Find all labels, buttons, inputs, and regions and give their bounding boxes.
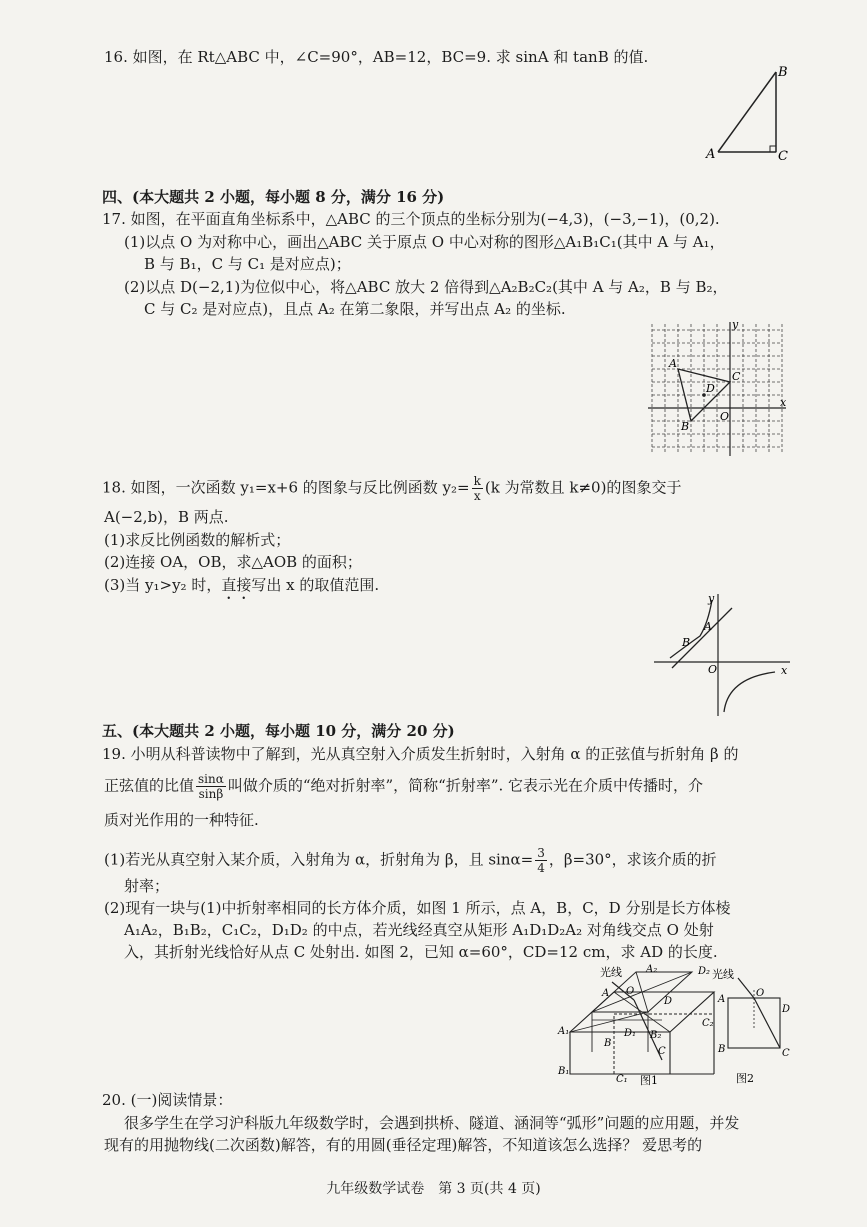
q16-triangle-figure xyxy=(700,60,800,165)
fig1-label-b: B xyxy=(604,1038,612,1049)
fig2-label-c: C xyxy=(782,1048,790,1059)
q18-label-b: B xyxy=(682,636,691,649)
fig1-light-label: 光线 xyxy=(600,966,622,979)
q17-grid-figure xyxy=(646,320,792,458)
q17-label-c: C xyxy=(732,370,741,383)
q18-line1-pre: 18. 如图，一次函数 y₁=x+6 的图象与反比例函数 y₂= xyxy=(102,478,470,497)
fig1-label-a1: A₁ xyxy=(558,1026,570,1037)
q17-p1-line2: B 与 B₁，C 与 C₁ 是对应点)； xyxy=(144,255,351,273)
q18-p3 xyxy=(104,575,379,603)
q17-p2-line1: (2)以点 D(−2,1)为位似中心，将△ABC 放大 2 倍得到△A₂B₂C₂(其中 A 与 A₂，B 与 B₂， xyxy=(124,278,728,296)
q19-figure1 xyxy=(552,962,732,1088)
q18-line2: A(−2,b)，B 两点. xyxy=(104,508,229,526)
q18-p2: (2)连接 OA，OB，求△AOB 的面积； xyxy=(104,553,362,571)
q16-label-b: B xyxy=(778,65,788,80)
q19-p2-line1: (2)现有一块与(1)中折射率相同的长方体介质，如图 1 所示，点 A，B，C，D 分别是长方体棱 xyxy=(104,899,731,917)
fig1-label-o: O xyxy=(626,986,635,997)
q19-fraction xyxy=(196,772,226,801)
q19-p2-line3: 入，其折射光线恰好从点 C 处射出. 如图 2，已知 α=60°，CD=12 cm，求 AD 的长度. xyxy=(124,943,718,961)
q19-p1-den: 4 xyxy=(537,861,545,875)
q19-figure2 xyxy=(710,968,800,1088)
fig1-label-b2: B₂ xyxy=(650,1030,662,1041)
q19-line2-pre: 正弦值的比值 xyxy=(104,776,195,795)
fig1-label-a2: A₂ xyxy=(646,964,658,975)
fig1-label-d1: D₁ xyxy=(624,1028,637,1039)
q18-label-y: y xyxy=(708,592,715,605)
fig2-label-o: O xyxy=(756,988,765,999)
fig2-label-d: D xyxy=(782,1004,791,1015)
fig2-label-b: B xyxy=(718,1044,726,1055)
fig2-label-a: A xyxy=(718,994,726,1005)
fig1-label-c1: C₁ xyxy=(616,1074,628,1085)
q18-label-o: O xyxy=(708,663,718,676)
q18-line1 xyxy=(102,474,681,503)
q18-frac-den: x xyxy=(473,489,481,503)
q18-line1-post: (k 为常数且 k≠0)的图象交于 xyxy=(484,478,682,497)
fig1-label-d: D xyxy=(664,996,673,1007)
q17-p2-line2: C 与 C₂ 是对应点)，且点 A₂ 在第二象限，并写出点 A₂ 的坐标. xyxy=(144,300,566,318)
q17-label-x: x xyxy=(780,396,787,409)
q19-p1-num: 3 xyxy=(537,846,545,860)
q20-line2: 很多学生在学习沪科版九年级数学时，会遇到拱桥、隧道、涵洞等“弧形”问题的应用题，并发 xyxy=(124,1114,740,1132)
fig2-light-label: 光线 xyxy=(712,968,734,981)
q20-line3: 现有的用抛物线(二次函数)解答，有的用圆(垂径定理)解答，不知道该怎么选择？ 爱思考的 xyxy=(104,1136,703,1154)
q16-label-a: A xyxy=(706,147,716,162)
q18-p3-pre: (3)当 y₁>y₂ 时， xyxy=(104,576,222,594)
q17-label-d: D xyxy=(706,382,715,395)
q17-line1: 17. 如图，在平面直角坐标系中，△ABC 的三个顶点的坐标分别为(−4,3)，(−3,−1)，(0,2). xyxy=(102,210,720,228)
fig1-label-c2: C₂ xyxy=(702,1018,714,1029)
q18-graph-figure xyxy=(650,588,795,720)
q19-p1-line2: 射率； xyxy=(124,877,170,895)
page-footer: 九年级数学试卷 第 3 页(共 4 页) xyxy=(326,1181,541,1197)
q19-line2-post: 叫做介质的“绝对折射率”，简称“折射率”. 它表示光在介质中传播时，介 xyxy=(227,776,704,795)
q19-p1-pre: (1)若光从真空射入某介质，入射角为 α，折射角为 β，且 sinα= xyxy=(104,850,534,869)
q18-fraction xyxy=(472,474,483,503)
fig2-caption: 图2 xyxy=(736,1072,754,1085)
q17-p1-line1: (1)以点 O 为对称中心，画出△ABC 关于原点 O 中心对称的图形△A₁B₁C₁(其中 A 与 A₁， xyxy=(124,233,725,251)
fig1-label-b1: B₁ xyxy=(558,1066,570,1077)
section4-heading: 四、(本大题共 2 小题，每小题 8 分，满分 16 分) xyxy=(102,188,445,206)
q18-label-x: x xyxy=(781,664,788,677)
section5-heading: 五、(本大题共 2 小题，每小题 10 分，满分 20 分) xyxy=(102,722,455,740)
q19-frac-den: sinβ xyxy=(198,787,224,801)
q19-line1: 19. 小明从科普读物中了解到，光从真空射入介质发生折射时，入射角 α 的正弦值与折射角 β 的 xyxy=(102,745,739,763)
fig1-label-d2: D₂ xyxy=(698,966,711,977)
fig1-label-c: C xyxy=(658,1046,666,1057)
q18-label-a: A xyxy=(704,620,712,633)
q18-p3-post: 写出 x 的取值范围. xyxy=(251,576,380,594)
q19-line2 xyxy=(104,772,703,801)
q17-label-a: A xyxy=(669,357,677,370)
q16-label-c: C xyxy=(778,149,788,164)
q17-label-b: B xyxy=(681,420,690,433)
q17-label-o: O xyxy=(720,410,730,423)
q19-frac-num: sinα xyxy=(198,772,224,786)
q16-text: 16. 如图，在 Rt△ABC 中，∠C=90°，AB=12，BC=9. 求 sinA 和 tanB 的值. xyxy=(104,48,649,66)
q19-p1 xyxy=(104,846,717,875)
q20-line1: 20. (一)阅读情景： xyxy=(102,1091,233,1109)
q18-frac-num: k xyxy=(473,474,481,488)
q18-p1: (1)求反比例函数的解析式； xyxy=(104,531,291,549)
q19-p2-line2: A₁A₂，B₁B₂，C₁C₂，D₁D₂ 的中点，若光线经真空从矩形 A₁D₁D₂A₂ 对角线交点 O 处射 xyxy=(124,921,714,939)
q19-p1-fraction xyxy=(535,846,547,875)
q19-line3: 质对光作用的一种特征. xyxy=(104,811,259,829)
q17-label-y: y xyxy=(732,320,739,331)
fig1-caption: 图1 xyxy=(640,1074,658,1087)
q19-p1-post: ，β=30°，求该介质的折 xyxy=(548,850,717,869)
q18-p3-emphasis: 直接 xyxy=(221,576,252,594)
fig1-label-a: A xyxy=(602,988,610,999)
